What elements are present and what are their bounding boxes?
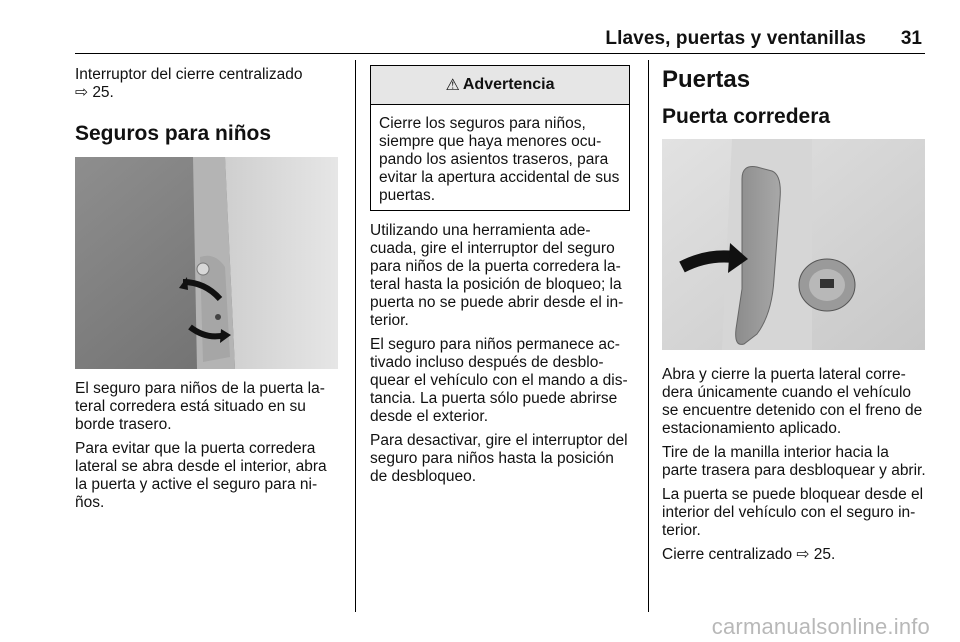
cross-reference-text: Cierre centralizado [662, 546, 793, 563]
header-rule [75, 53, 925, 54]
paragraph: Para evitar que la puerta corredera lateral se abra desde el interior, abra la puerta y active el seguro para ni- ños. [75, 440, 327, 511]
section-heading-puertas: Puertas [662, 66, 751, 93]
warning-text: Cierre los seguros para niños, siempre que haya menores ocu- pando los asientos traseros, para evitar la apertura accidental de sus puertas. [379, 115, 620, 204]
cross-reference [75, 66, 340, 102]
column-divider-2 [648, 60, 649, 612]
warning-box [370, 65, 630, 211]
child-lock-illustration [75, 157, 338, 369]
page-number: 31 [900, 28, 922, 49]
column-3-body [662, 366, 927, 570]
warning-header [371, 66, 629, 105]
sliding-door-image [662, 139, 925, 350]
sliding-door-illustration [662, 139, 925, 350]
arrow-right-icon: ⇨ [75, 84, 88, 101]
paragraph: Para desactivar, gire el interruptor del seguro para niños hasta la posición de desbloqueo. [370, 432, 628, 485]
child-lock-image [75, 157, 338, 369]
paragraph: El seguro para niños permanece ac- tivado incluso después de desblo- quear el vehículo con el mando a dis- tancia. La puerta sólo puede abrirse desde el exterior. [370, 336, 628, 425]
column-divider-1 [355, 60, 356, 612]
paragraph: Utilizando una herramienta ade- cuada, gire el interruptor del seguro para niños de la puerta corredera la- teral hasta la posición de bloqueo; la puerta no se puede abrir desde el in- terior. [370, 222, 624, 329]
cross-reference-text: Interruptor del cierre centralizado [75, 66, 303, 83]
watermark: carmanualsonline.info [711, 614, 930, 639]
paragraph: El seguro para niños de la puerta la- teral corredera está situado en su borde trasero. [75, 380, 325, 433]
section-heading-seguros: Seguros para niños [75, 122, 272, 145]
subsection-heading-puerta-corredera: Puerta corredera [662, 105, 831, 128]
cross-reference [662, 546, 927, 564]
warning-title: Advertencia [462, 76, 555, 93]
column-1-body [75, 380, 340, 518]
page-header-title: Llaves, puertas y ventanillas [605, 28, 866, 49]
column-2-body [370, 222, 635, 492]
cross-reference-page: 25. [92, 84, 114, 101]
paragraph: La puerta se puede bloquear desde el interior del vehículo con el seguro in- terior. [662, 486, 924, 539]
warning-triangle-icon: ⚠ [445, 77, 460, 94]
cross-reference-page: 25. [813, 546, 836, 563]
arrow-right-icon: ⇨ [796, 546, 810, 563]
column-1 [75, 66, 340, 102]
column-3-headings [662, 66, 927, 130]
paragraph: Tire de la manilla interior hacia la parte trasera para desbloquear y abrir. [662, 444, 926, 479]
paragraph: Abra y cierre la puerta lateral corre- dera únicamente cuando el vehículo se encuentre detenido con el freno de estacionamiento aplicado. [662, 366, 923, 437]
